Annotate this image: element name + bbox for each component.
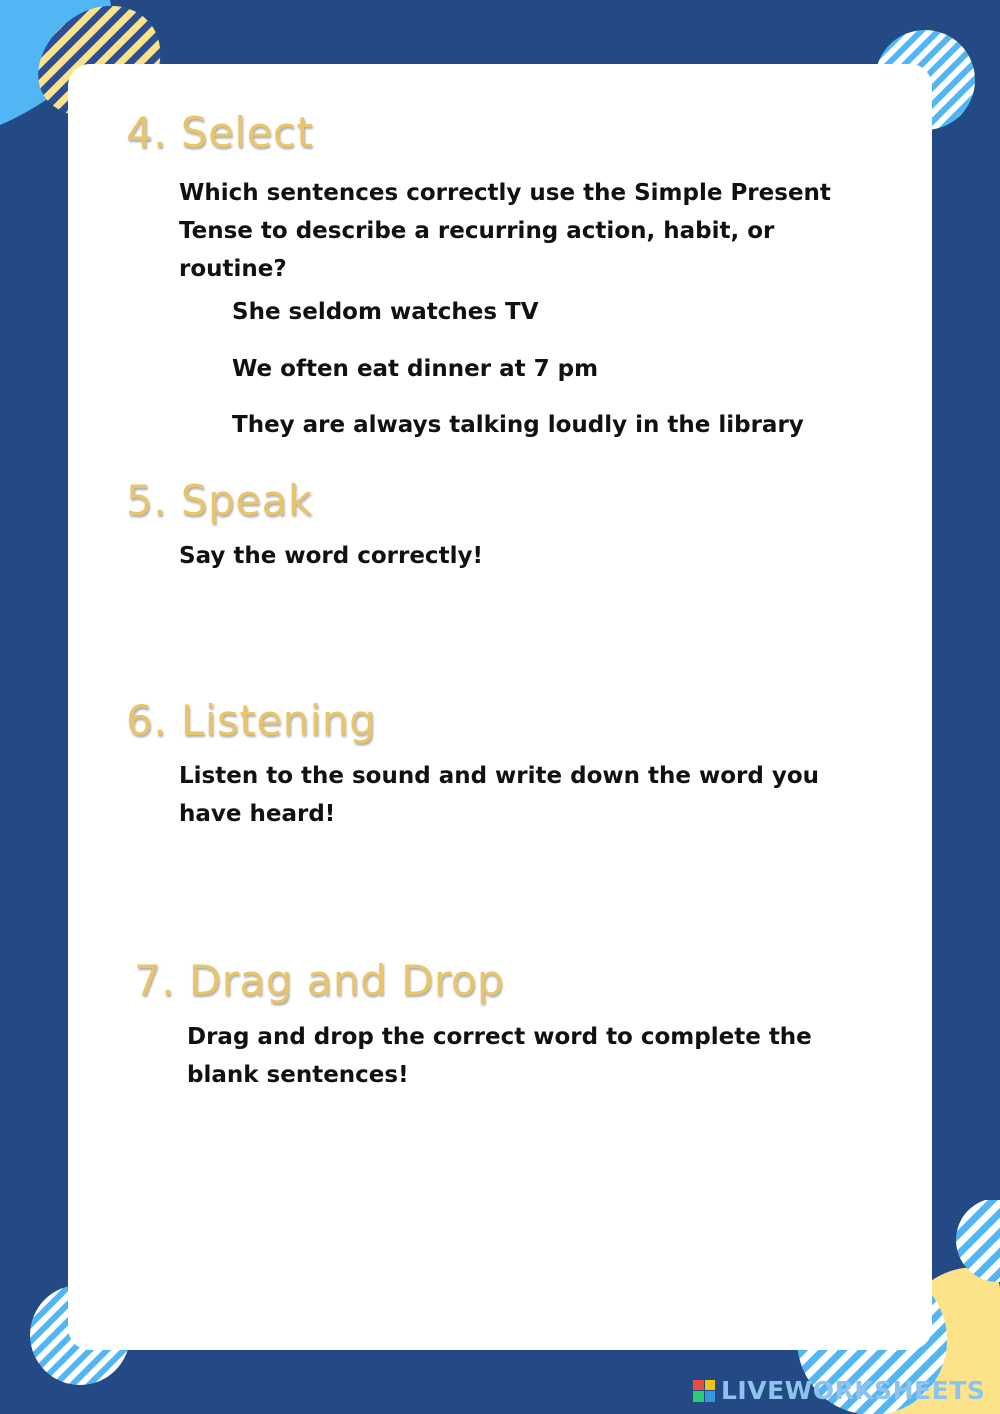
section-5-heading: 5. Speak [126,476,313,525]
select-option-3[interactable]: They are always talking loudly in the library [232,412,804,438]
liveworksheets-logo-icon [693,1380,715,1402]
select-option-2[interactable]: We often eat dinner at 7 pm [232,356,599,382]
section-6-heading: 6. Listening [126,696,377,745]
section-4-heading: 4. Select [126,108,314,157]
section-4-prompt: Which sentences correctly use the Simple Present Tense to describe a recurring action, habit, or routine? [179,180,831,282]
section-7-prompt: Drag and drop the correct word to complete the blank sentences! [187,1024,812,1088]
section-6-prompt: Listen to the sound and write down the word you have heard! [179,763,820,827]
brand-name: LIVEWORKSHEETS [721,1376,986,1405]
section-5-prompt: Say the word correctly! [179,543,483,569]
select-option-1[interactable]: She seldom watches TV [232,299,539,325]
section-7-heading: 7. Drag and Drop [134,956,505,1005]
liveworksheets-brand [693,1376,985,1405]
